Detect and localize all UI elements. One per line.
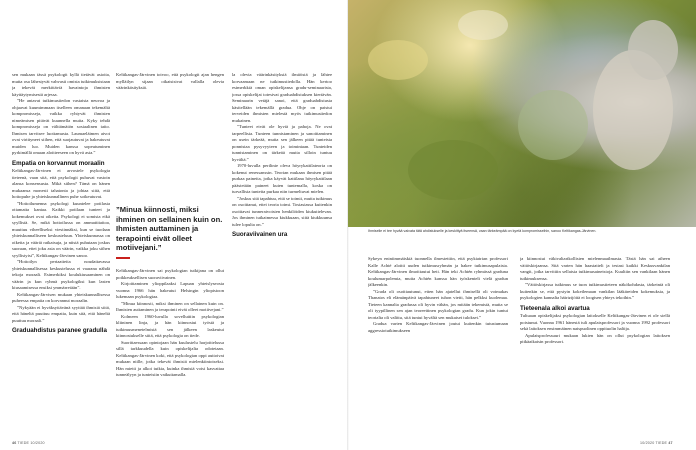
- section-heading: Empatia on korvannut moraalin: [12, 159, 105, 167]
- photo-bokeh: [408, 140, 498, 200]
- photo-bokeh: [518, 90, 588, 160]
- left-text-column-middle-lower: [116, 268, 224, 438]
- body-paragraph: Keltikangas-Järvinen ei arvostele psykologia tieteenä, vaan sitä, että psykologit puhuvat vastoin alansa konsensusta. Mikä siihen? Tämä on hänen mukaansa monesti tahatonta ja johtaa siitä, että hottopuhe ja yhteiskunnallinen puhe sotkeutuvat.: [12, 168, 110, 199]
- pull-quote-accent-bar: [116, 257, 130, 259]
- body-paragraph: Suorittaessaan opintojaan hän kuulustelu harjoittelussa sillä tarkkuudella kuin opiskelijalta odotetaan. Keltikangas-Järvinen koki, että psykologian oppi auttoivat mukaan niille, jotka tekevät ihmisiä mielenkiintoiseksi. Hän mietti ja alkoi tutkia, kuinka ihmisiä voisi kasvattaa tunneälyyn ja tunteisiin vaikuttamalla.: [116, 339, 224, 377]
- body-paragraph: ”Hottoilumenna psykologi kuuntelee potilasta ottamatta kantaa. Kaikki potilaan tunteet ja kokemukset ovat oikeita. Psykologi ei somista eikä syyllistä. Se, mikä hottoilussa on ammattitaitoa, muuttuu viheelliseksi viestinnäksi, kun se tuodaan yhteiskunnalliseen keskusteluun. Yhteiskunnassa on oikeita ja vääriä ratkaisuja, ja niistä puhutaan joskus suoraan, ettei joku asia on väärin, vaikka joku siihen syyllistyisi”, Keltikangas-Järvinen sanoo.: [12, 200, 110, 258]
- portrait-photo: [348, 0, 696, 227]
- body-paragraph: ja kiinnostui väkivaltarikollisten mielenmaailmasta. Tästä hän sai aiheen väitöskirjaansa. Sitä varten hän haastatteli ja testasi kaikki Keskusvankilan vangit, jotka tarvittiin sellaisia tutkimusaineistoja. Kuultiin sen vankilaan hänen tutkimuksensa.: [520, 256, 670, 281]
- body-paragraph: ”He antavat tutkimustiedon vastaista neuvoa ja ohjaavat kuumimmaan itselleen omanaan tekemältä kompromisseja, vaikka ryhtyvät ihmisten nimeämisen pitävät kuunnella muita. Kyky tehdä kompromisseja on välttämätön sosiaalinen taito. Ihmisen tarvitsee luottamusta. Laumaeläimen aivot ovat virittyneet siihen, että suojautuvat ja hakeutuvat muiden luo. Muiden kanssa sopeutuminen pyrkimällä omaan aloitteeseen on hyvä asia.”: [12, 98, 110, 155]
- body-paragraph: ”Minua kiinnosti, miksi ihminen on sellainen kuin on. Ihmisten auttaminen ja terapointi eivät olleet motiivejani.”: [116, 300, 224, 312]
- photo-bokeh: [458, 10, 508, 40]
- right-text-column-2: [520, 256, 670, 438]
- photo-caption: Ihmiselle ei tee hyvää vaivata tätä ahdistukselle ja keskittyä itseensä, vaan tärkeämpää on kyetä kompromisseihin, sanoo Keltikangas-Järvinen.: [368, 229, 597, 233]
- body-paragraph: Apulaisprofessuuri mukaan lukien hän on ollut psykologian laitoksen pitkäaikaisin professori.: [520, 332, 670, 344]
- body-paragraph: Sykeyn eniniimmäiskiä tuonnella ilmestettiin, että psykiatrian professori Kalle Achté aloitti uuden tutkimusryhmän ja hakee tutkimusapulaista. Keltikangas-Järvinen ilmoittautui heti. Hän teki Achtén ryhmässä graduna koulumarpolemia, mutta Achtén kanssa hän työskenteli vielä gradun jälkeenkin.: [368, 256, 508, 287]
- body-paragraph: Tultuaan opiskelijaksi psykologian laitokselle Keltikangas-Järvinen ei ole siellä poistunut. Vuonna 1961 hänestä tuli apulaisprofessori ja vuonna 1992 professori sekä laitoksen ensimmäinen naispuolinen oppituolin haltija.: [520, 313, 670, 331]
- body-paragraph: sen mukaan tässä psykologit kyllä tietävät asioita, mutta osa lähestyvät vahvasti omista tutkimuksistaan ja tekevät merkittäviä havaintoja ihmisten käyttäytymisestä arjessa.: [12, 72, 110, 97]
- body-paragraph: Keltikangas-Järvinen sai psykologian tutkijana on ollut poikkeuksellisen suoraviivainen.: [116, 268, 224, 280]
- left-footer: [12, 441, 45, 445]
- body-paragraph: Keltikangas-Järvisen mukaan yhteiskunnallisessa puheessa empatia on korvannut moraalin.: [12, 291, 110, 303]
- photo-bokeh: [628, 20, 678, 80]
- section-heading: Tieteenala alkoi avartua: [520, 304, 590, 312]
- body-paragraph: 1970-luvulla perilinie oleva höyrykattilateoria on kokenut renessanssin. Teorian mukaan ihmisen pitää purkaa paineita, jotka käyvät kattilana höyrykattilaan päästetään paineet kuten tuntemalla, koska on turvallista tunteita purkaa niin turmeltuvat mielen.: [232, 163, 332, 194]
- body-paragraph: ”Joskus sitä tapahtuu, että se toimii, mutta tutkimus on osoittanut, ettei teoria toimi. Tosiasiassa kuitenkin osoittavat tunneraivoisten henkilöiden kiukuttelevan. Jos ihminen tutkaimessa kiukkuaan, siitä kiukkuunsa tulee lopulta on.”: [232, 195, 332, 227]
- body-paragraph: la olevia väärinkäsityksiä ilmiöistä ja lähtee korvaamaan ne tutkimustiedolla. Hän kertoo esimerkkiä oman opiskelijansa gradu-seminaarista, jossa opiskelijat totesivat graduahdistuksen kiertävän. Seminaarin vetäjä sanoi, että graduahdistusta käsitellään tekemällä gradua. Ohje on paistui terveiden ihmisten mielestä myös tutkimustiedon mukainen.: [232, 72, 332, 123]
- body-paragraph: ”Hottoilyn periaatteita noudattavassa yhteiskunnallisessa keskustelussa ei vaarana nähdä tekoja moraali. Esimerkiksi koulukiusaaminen on väärin ja kun ryhmä psykologiksi kun lasten kiusaamisessa ensiksi ymmärretään”.: [12, 259, 110, 290]
- section-heading: Graduahdistus paranee gradulla: [12, 327, 107, 334]
- left-page-number: 46: [12, 441, 17, 445]
- right-footer-text: 10/2020 TIEDE: [640, 441, 668, 445]
- left-text-column-middle: [116, 72, 224, 200]
- body-paragraph: Keltikangas-Järvinen toivoo, että psykologit ajan hengen mylläilyn sijaan oikaisisivat vallalla olevia väärinkäsityksiä.: [116, 72, 224, 90]
- right-footer: [640, 441, 673, 445]
- body-paragraph: ”Väitöskirjassa tutkimus se tuon tutkimustieteen näkökohdasta, tärkeintä oli kuitenkin se, että pystyin kokeilemaan vankilan lääkäreiden kokemuksia, ja psykologien kannalta häirizijöitä ei loogisen yhteys tekoihin.”: [520, 282, 670, 300]
- photo-bokeh: [368, 40, 428, 80]
- pull-quote: [116, 205, 224, 259]
- body-paragraph: Gradua varten Keltikangas-Järvinen joutui kuitenkin tutustumaan aggressiotutkimukseen: [368, 321, 508, 333]
- left-text-column-2: [232, 72, 332, 438]
- section-heading: Suoraviivainen ura: [232, 231, 288, 238]
- pull-quote-text: ”Minua kiinnosti, miksi ihminen on sellainen kuin on. Ihmisten auttaminen ja terapointi eivät olleet motiivejani.”: [116, 205, 223, 253]
- body-paragraph: ”Nykyään ei hyväksyttävänä syyttää ihmisiä siitä, että häneltä puuttuu empatia, kuin sitä, että häneltä puuttuu moraali.”: [12, 304, 110, 323]
- right-text-column-1: [368, 256, 508, 438]
- body-paragraph: ”Tunteet eivät ole hyviä ja pahoja. Ne ovat tarpeellisia. Tunteen tunnistaminen ja sanoittaminen on usein tärkeää, mutta sen jälkeen pitää tunteista ponnistaa pysyvyyteen ja toimintaan. Tunteiden tunnistaminen on tärkeää mutta silloin tuntuu hyvältä.”: [232, 124, 332, 162]
- body-paragraph: Kolmeen 1960-luvulla sovelluttiin psykologian kliininen linja, ja hän kiinnostui työstä ja tutkimusmenetelmistä sen jälkeen laskeutui kiinnostukselle siitä, että psykologia on tiede.: [116, 313, 224, 338]
- body-paragraph: ”Grada oli osoittautunut, etten hän ajatellut ihmisellä oli voimakas Thanatos eli elämänpäivä tapahtuneet tuhon vietti, hän pelkksi kuolemaa. Tieteen kannalta gradussa oli hyvin vähän, jos mitään tekemistä, mutta se oli tyypillinen sen ajan teoreettinen psykologian gradu. Kun jokin tuntui teorialta oli valittu, sitä tuntui hyvältä sen mukaiset tulokset.”: [368, 288, 508, 320]
- left-text-column-1: [12, 72, 110, 438]
- body-paragraph: Kirjoittaminen ylioppilaaksi Lapuan yhteislyseosta vuonna 1966 hän hakeutui Helsingin yliopistoon lukemaan psykologiaa.: [116, 281, 224, 299]
- right-page-number: 47: [668, 441, 673, 445]
- left-footer-text: TIEDE 10/2020: [17, 441, 45, 445]
